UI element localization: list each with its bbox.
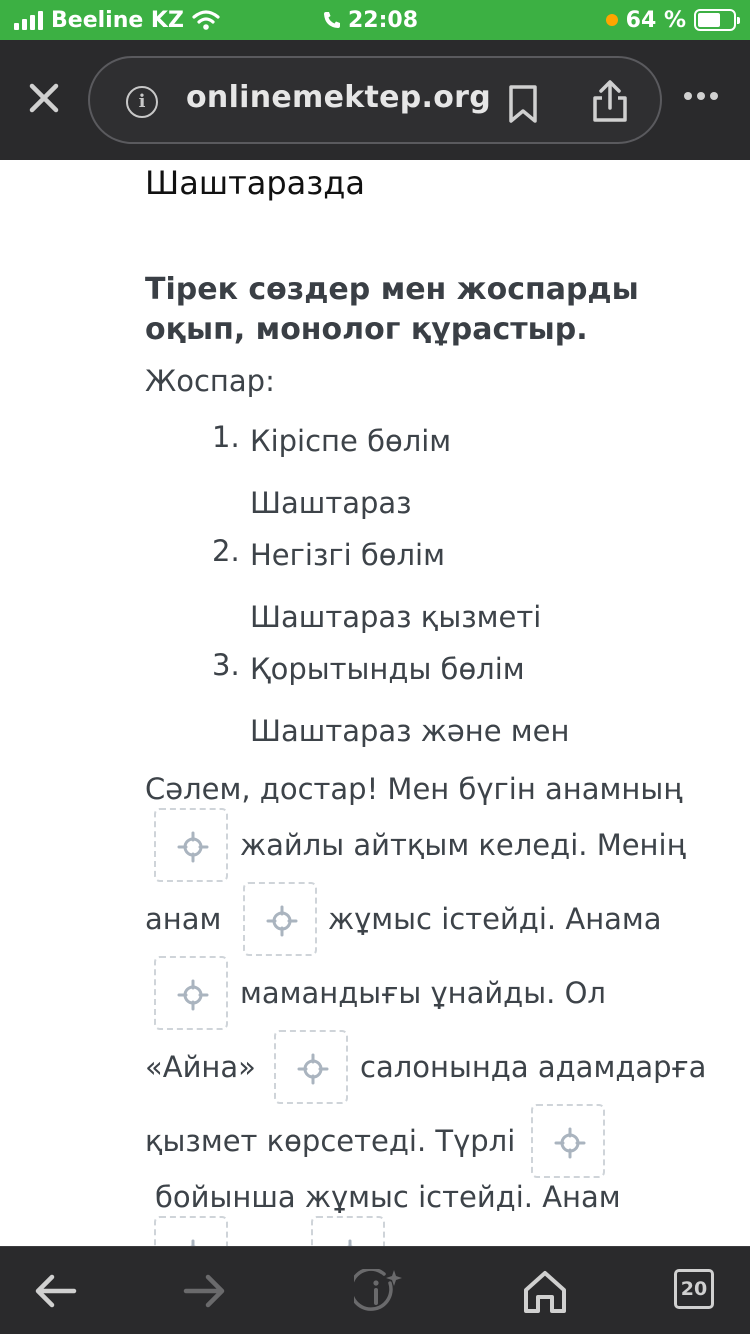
tabs-count-button[interactable]: 20 [674, 1269, 714, 1309]
plan-item-title: Қорытынды бөлім [250, 652, 525, 686]
crosshair-icon [334, 1239, 366, 1246]
bottom-toolbar [0, 1246, 750, 1334]
monologue-text: бойынша жұмыс істейді. Анам [155, 1180, 621, 1214]
status-bar [0, 0, 750, 40]
recording-indicator-icon [606, 14, 618, 26]
clock: 22:08 [348, 7, 419, 33]
browser-toolbar [0, 40, 750, 160]
plan-item-number: 3. [212, 648, 240, 682]
close-icon[interactable] [24, 78, 64, 118]
monologue-text: жұмыс істейді. Анама [328, 902, 662, 936]
drop-zone[interactable] [311, 1216, 385, 1246]
crosshair-icon [266, 905, 298, 937]
plan-item-subtitle: Шаштараз [250, 486, 412, 520]
plan-item-title: Кіріспе бөлім [250, 424, 452, 458]
page-content [0, 160, 750, 1246]
crosshair-icon [177, 979, 209, 1011]
home-icon[interactable] [522, 1269, 568, 1315]
monologue-text: мамандығы ұнайды. Ол [240, 976, 606, 1010]
topic-heading: Шаштаразда [145, 164, 366, 202]
monologue-text: салонында адамдарға [360, 1050, 707, 1084]
drop-zone[interactable] [531, 1104, 605, 1178]
drop-zone[interactable] [154, 808, 228, 882]
sparkle-info-icon[interactable] [354, 1269, 402, 1315]
address-bar[interactable] [88, 56, 662, 144]
crosshair-icon [297, 1053, 329, 1085]
monologue-text: жайлы айтқым келеді. Менің [240, 828, 686, 862]
signal-strength-icon [14, 10, 43, 30]
crosshair-icon [177, 1239, 209, 1246]
bookmark-icon[interactable] [506, 84, 540, 124]
share-icon[interactable] [590, 80, 630, 124]
plan-item-subtitle: Шаштараз қызметі [250, 600, 542, 634]
monologue-text: анам [145, 902, 222, 936]
plan-item-title: Негізгі бөлім [250, 538, 445, 572]
url-text[interactable]: onlinemektep.org [186, 80, 492, 115]
phone-call-icon [322, 10, 342, 30]
more-options-icon[interactable] [684, 92, 718, 100]
plan-item-subtitle: Шаштараз және мен [250, 714, 570, 748]
forward-arrow-icon[interactable] [182, 1269, 228, 1313]
drop-zone[interactable] [154, 1216, 228, 1246]
task-title: Тірек сөздер мен жоспарды оқып, монолог құрастыр. [145, 272, 639, 347]
plan-label: Жоспар: [145, 364, 275, 398]
info-icon[interactable]: i [126, 86, 158, 118]
battery-icon [694, 9, 736, 31]
drop-zone[interactable] [243, 882, 317, 956]
plan-item-number: 1. [212, 420, 240, 454]
monologue-text: қызмет көрсетеді. Түрлі [145, 1124, 516, 1158]
crosshair-icon [554, 1127, 586, 1159]
battery-percent: 64 % [625, 7, 686, 33]
drop-zone[interactable] [274, 1030, 348, 1104]
monologue-text: «Айна» [145, 1050, 256, 1084]
wifi-icon [192, 9, 220, 31]
crosshair-icon [177, 831, 209, 863]
back-arrow-icon[interactable] [32, 1269, 78, 1313]
drop-zone[interactable] [154, 956, 228, 1030]
plan-item-number: 2. [212, 534, 240, 568]
carrier-name: Beeline KZ [51, 7, 184, 33]
monologue-text: Сәлем, достар! Мен бүгін анамның [145, 772, 683, 806]
